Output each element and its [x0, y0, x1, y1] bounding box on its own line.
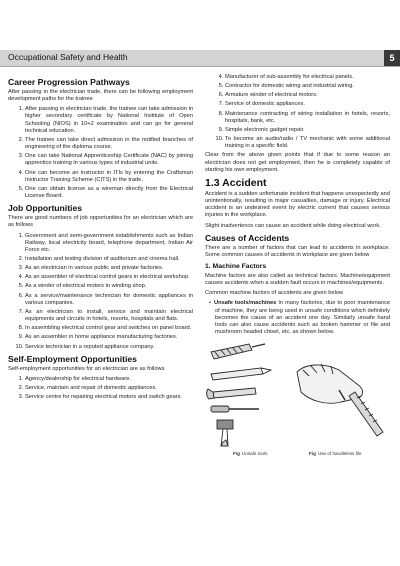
list-item: 4. As an assembler of electrical control gears in electrical workshop. — [25, 274, 193, 281]
causes-intro: There are a number of factors that can lead to accidents in workplace. Some common causes of accidents in workplace are given below — [205, 244, 390, 258]
list-item: 6. Armature winder of electrical motors. — [225, 92, 390, 99]
running-header — [0, 50, 400, 67]
jobs-intro: There are good numbers of job opportunities for an electrician which are as follows — [8, 215, 193, 229]
mushroom-chisel-icon — [207, 388, 256, 399]
fig-text: Use of handleless file — [317, 451, 362, 457]
career-list — [8, 106, 193, 200]
list-item: 1. Government and semi-government establishments such as Indian Railway, local electricity board, telephone department, Indian Air Force etc. — [25, 233, 193, 254]
header-title: Occupational Safety and Health — [8, 52, 128, 62]
jobs-list — [8, 233, 193, 351]
list-item: 10. Service technician in a reputed appliance company. — [25, 344, 193, 351]
bullet-item — [215, 300, 390, 336]
career-heading: Career Progression Pathways — [8, 77, 130, 87]
jobs-heading: Job Opportunities — [8, 203, 82, 214]
list-item: 2. Installation and testing division of auditorium and cinema hall. — [25, 256, 193, 263]
accident-paragraph: Accident is a sudden unfortunate incident that happens unexpectedly and unintentionally, resulting in major casualties, damage or injury. Electrical accident is an undesired event by electric current that causes serious injuries in the workplace. — [205, 190, 390, 219]
list-item: 4. Manufacturer of sub-assembly for electrical panels. — [225, 74, 390, 81]
right-column — [205, 74, 390, 458]
page-number-badge: 5 — [384, 50, 400, 66]
list-item: 2. The trainee can take direct admission in the notified branches of engineering of the diploma course. — [25, 137, 193, 151]
bullet-text: In many factories, due to poor maintenance of machine, they are being used in unsafe conditions which definitely becomes the cause of an accident one day. Similarly unsafe hand tools can also cause accidents such as broken hammer or file and mushroom headed chisel, etc. as shown below. — [215, 300, 390, 336]
self-employment-intro: Self-employment opportunities for an electrician are as follows — [8, 365, 165, 372]
list-item: 10. To become an audio/radio / TV mechanic with some additional training in a specific field. — [225, 136, 390, 150]
fig-label: Fig — [309, 451, 316, 457]
list-item: 7. Service of domestic appliances. — [225, 101, 390, 108]
career-intro: After passing in the electrician trade, there can be following employment development paths for the trainee — [8, 89, 193, 103]
unsafe-tools-illustration — [205, 340, 390, 450]
self-employment-closing: Clear from the above given points that if due to some reason an electrician does not get employment, then he is completely capable of starting his own employment. — [205, 152, 390, 173]
list-item: 9. Simple electronic gadget repair. — [225, 127, 390, 134]
hand-with-file-icon — [297, 364, 383, 436]
broken-hammer-icon — [217, 420, 233, 446]
self-employment-list-continued — [205, 74, 390, 150]
section-number: 1.3 — [205, 176, 220, 189]
figure-caption-unsafe-tools — [233, 450, 267, 457]
list-item: 6. As a service/maintenance technician for domestic appliances in various companies. — [25, 293, 193, 307]
list-item: 8. Maintenance contracting of wiring installation in hotels, resorts, hospitals, bank, etc. — [225, 111, 390, 125]
machine-factors-bullets — [205, 300, 390, 336]
left-column — [8, 74, 193, 403]
chisel-icon — [211, 368, 271, 380]
section-title: Accident — [222, 176, 267, 189]
self-employment-heading: Self-Employment Opportunities — [8, 353, 137, 364]
screwdriver-icon — [211, 406, 259, 412]
machine-factors-list-intro: Common machine factors of accidents are given below — [205, 290, 344, 297]
machine-factors-heading: 1. Machine Factors — [205, 262, 267, 270]
list-item: 5. Contractor for domestic wiring and industrial wiring. — [225, 83, 390, 90]
broken-file-icon — [211, 344, 265, 359]
fig-label: Fig — [233, 451, 240, 457]
list-item: 3. One can take National Apprenticeship Certificate (NAC) by joining apprentice training in various types of industrial units. — [25, 153, 193, 167]
causes-heading: Causes of Accidents — [205, 232, 290, 243]
list-item: 3. As an electrician in various public and private factories. — [25, 265, 193, 272]
figure-caption-handleless-file — [309, 450, 362, 457]
list-item: 1. Agency/dealership for electrical hardware. — [25, 376, 193, 383]
list-item: 5. One can obtain license as a wireman directly from the Electrical License Board. — [25, 186, 193, 200]
accident-heading — [205, 177, 390, 189]
list-item: 3. Service centre for repairing electrical motors and switch gears. — [25, 394, 193, 401]
unsafe-tools-figure — [205, 340, 390, 458]
list-item: 1. After passing in electrician trade, the trainee can take admission in higher secondary certificate by National Institute of Open Schooling (NIOS) in 10+2 examination and can go for general technical education. — [25, 106, 193, 135]
list-item: 9. As an assembler in home appliance manufacturing factories. — [25, 334, 193, 341]
list-item: 8. In assembling electrical control gear and switches on panel board. — [25, 325, 193, 332]
list-item: 5. As a winder of electrical motors in winding shop. — [25, 283, 193, 290]
list-item: 7. As an electrician to install, service and maintain electrical equipments and circuits in hotels, resorts, hospitals and flats. — [25, 309, 193, 323]
machine-factors-paragraph: Machine factors are also called as technical factors. Machine/equipment causes accidents when a sudden fault occurs in machines/equipments. — [205, 272, 390, 287]
self-employment-list — [8, 376, 193, 401]
bullet-label: Unsafe tools/machines — [214, 300, 277, 307]
list-item: 4. One can become an instructor in ITIs by entering the Craftsman Instructor Training Scheme (CITS) in the trade. — [25, 170, 193, 184]
list-item: 2. Service, maintain and repair of domestic appliances. — [25, 385, 193, 392]
fig-text: Unsafe tools — [241, 451, 268, 457]
accident-paragraph-2: Slight inadvertence can cause an accident while doing electrical work. — [205, 222, 381, 229]
